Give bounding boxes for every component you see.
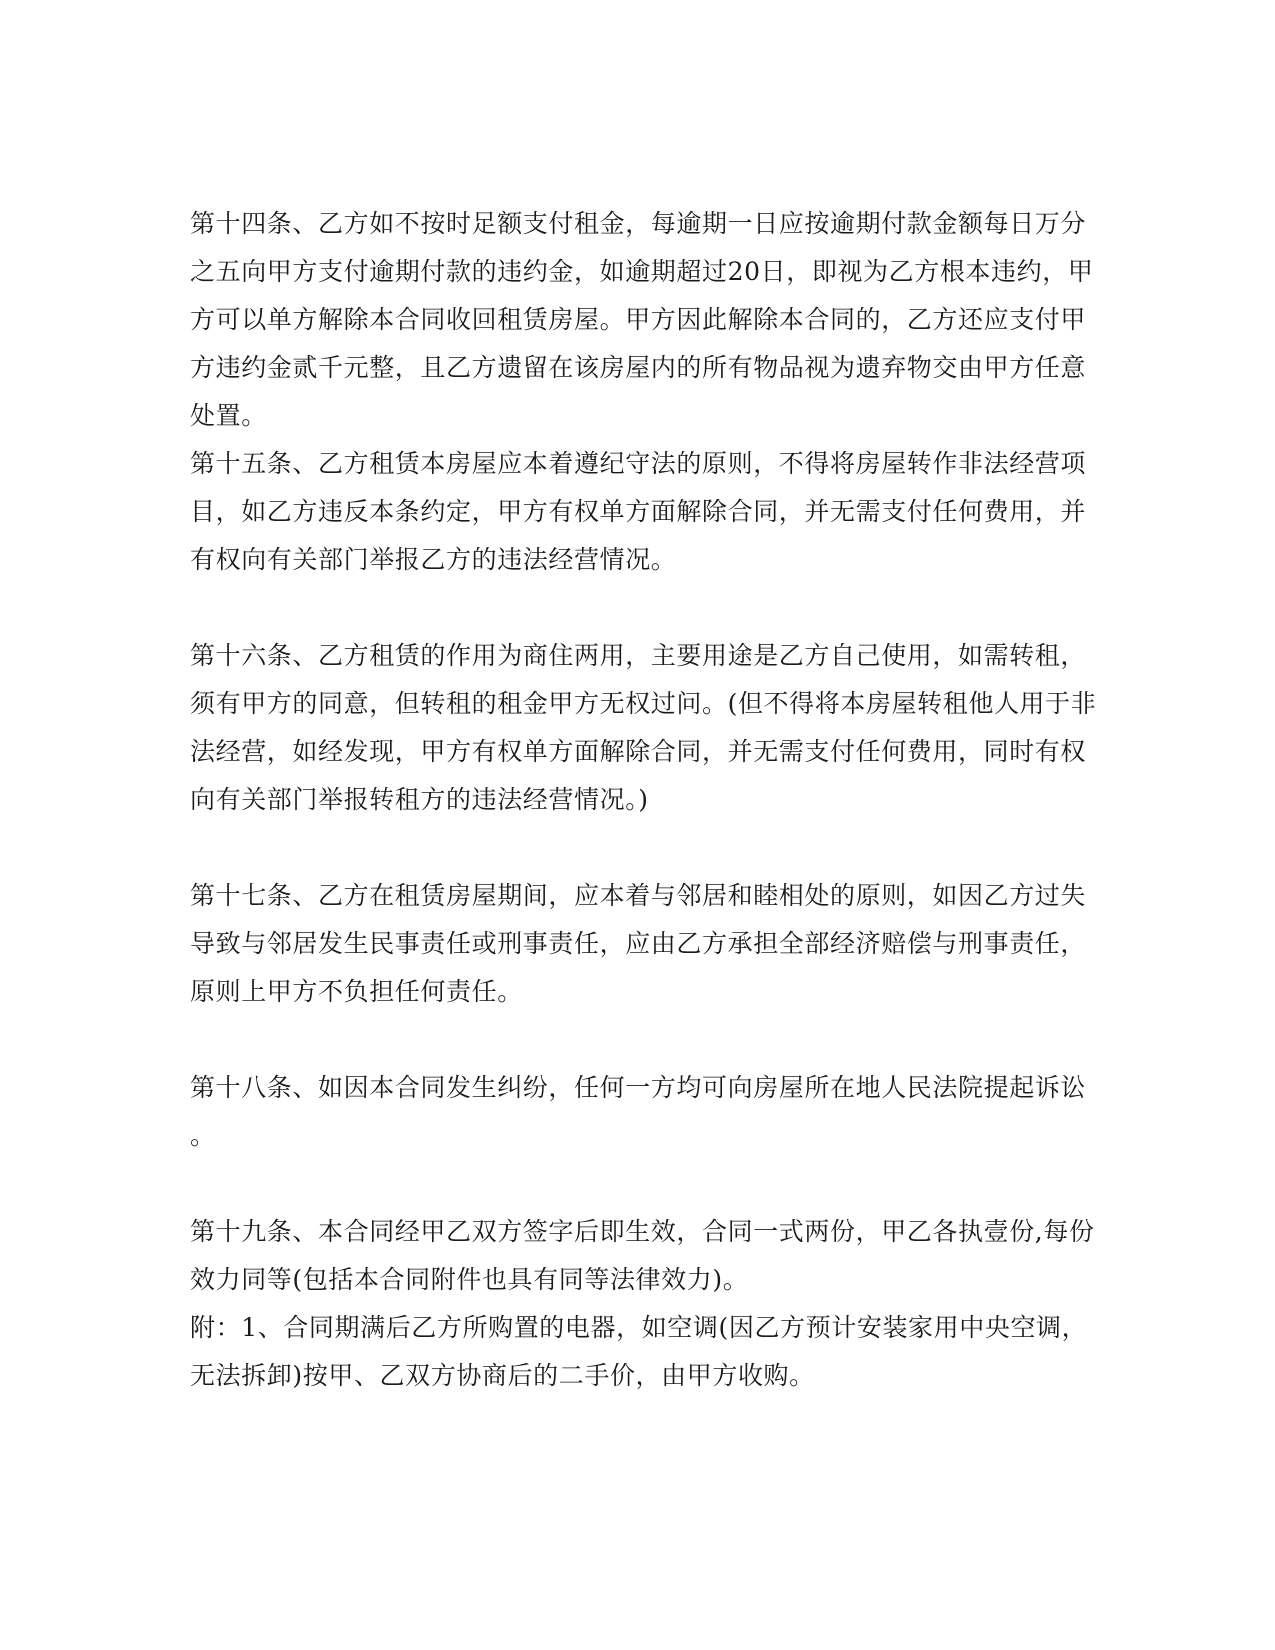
text-line: 导致与邻居发生民事责任或刑事责任，应由乙方承担全部经济赔偿与刑事责任，: [190, 929, 1087, 958]
text-line: 第十四条、乙方如不按时足额支付租金，每逾期一日应按逾期付款金额每日万分: [190, 209, 1087, 238]
text-line: 处置。: [190, 401, 267, 430]
text-line: 须有甲方的同意，但转租的租金甲方无权过问。(但不得将本房屋转租他人用于非: [190, 689, 1097, 718]
text-line: 。: [190, 1121, 216, 1150]
paragraph-gap: [190, 824, 1080, 872]
text-line: 有权向有关部门举报乙方的违法经营情况。: [190, 545, 677, 574]
text-line: 附：1、合同期满后乙方所购置的电器，如空调(因乙方预计安装家用中央空调，: [190, 1313, 1088, 1342]
text-line: 第十七条、乙方在租赁房屋期间，应本着与邻居和睦相处的原则，如因乙方过失: [190, 881, 1087, 910]
text-line: 法经营，如经发现，甲方有权单方面解除合同，并无需支付任何费用，同时有权: [190, 737, 1087, 766]
text-line: 之五向甲方支付逾期付款的违约金，如逾期超过20日，即视为乙方根本违约，甲: [190, 257, 1094, 286]
text-line: 原则上甲方不负担任何责任。: [190, 977, 523, 1006]
text-line: 效力同等(包括本合同附件也具有同等法律效力)。: [190, 1265, 749, 1294]
text-line: 第十八条、如因本合同发生纠纷，任何一方均可向房屋所在地人民法院提起诉讼: [190, 1073, 1087, 1102]
text-line: 目，如乙方违反本条约定，甲方有权单方面解除合同，并无需支付任何费用，并: [190, 497, 1087, 526]
text-line: 无法拆卸)按甲、乙双方协商后的二手价，由甲方收购。: [190, 1361, 815, 1390]
text-line: 方违约金贰千元整，且乙方遗留在该房屋内的所有物品视为遗弃物交由甲方任意: [190, 353, 1087, 382]
paragraph-gap: [190, 1160, 1080, 1208]
paragraph-gap: [190, 1016, 1080, 1064]
text-line: 向有关部门举报转租方的违法经营情况。): [190, 785, 649, 814]
text-line: 方可以单方解除本合同收回租赁房屋。甲方因此解除本合同的，乙方还应支付甲: [190, 305, 1087, 334]
text-line: 第十九条、本合同经甲乙双方签字后即生效，合同一式两份，甲乙各执壹份,每份: [190, 1217, 1095, 1246]
text-line: 第十五条、乙方租赁本房屋应本着遵纪守法的原则，不得将房屋转作非法经营项: [190, 449, 1087, 478]
text-line: 第十六条、乙方租赁的作用为商住两用，主要用途是乙方自己使用，如需转租，: [190, 641, 1087, 670]
document-page: [190, 200, 1097, 1400]
paragraph-gap: [190, 584, 1080, 632]
